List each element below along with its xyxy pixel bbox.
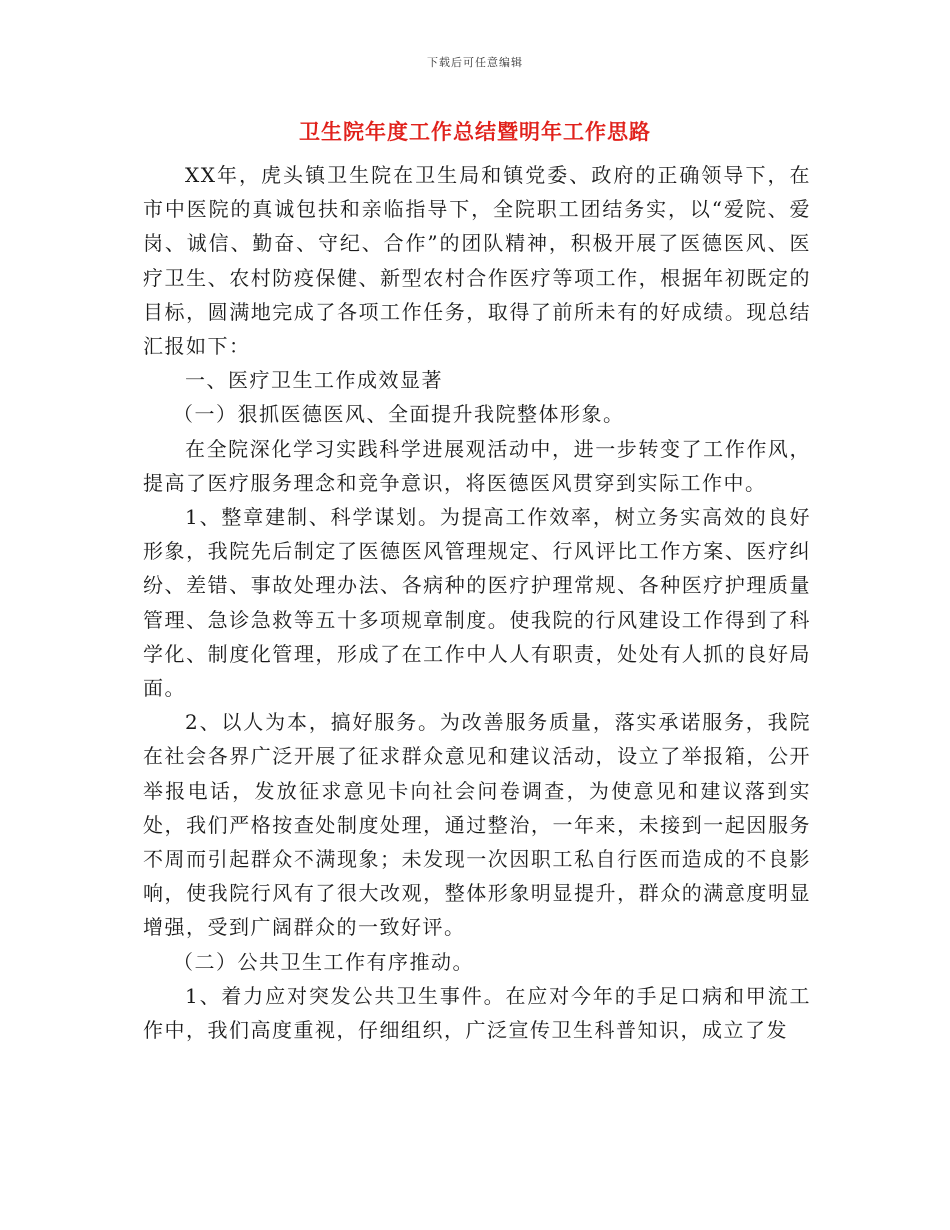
paragraph-style-improvement: 在全院深化学习实践科学进展观活动中，进一步转变了工作作风，提高了医疗服务理念和竞争意识，将医德医风贯穿到实际工作中。 <box>143 436 811 495</box>
paragraph-public-health: 1、着力应对突发公共卫生事件。在应对今年的手足口病和甲流工作中，我们高度重视，仔细组织，广泛宣传卫生科普知识，成立了发 <box>143 983 811 1043</box>
paragraph-rules: 1、整章建制、科学谋划。为提高工作效率，树立务实高效的良好形象，我院先后制定了医德医风管理规定、行风评比工作方案、医疗纠纷、差错、事故处理办法、各病种的医疗护理常规、各种医疗护理质量管理、急诊急救等五十多项规章制度。使我院的行风建设工作得到了科学化、制度化管理，形成了在工作中人人有职责，处处有人抓的良好局面。 <box>143 505 811 701</box>
paragraph-intro: XX年，虎头镇卫生院在卫生局和镇党委、政府的正确领导下，在市中医院的真诚包扶和亲临指导下，全院职工团结务实，以“爱院、爱岗、诚信、勤奋、守纪、合作”的团队精神，积极开展了医德医风、医疗卫生、农村防疫保健、新型农村合作医疗等项工作，根据年初既定的目标，圆满地完成了各项工作任务，取得了前所未有的好成绩。现总结汇报如下： <box>143 163 811 359</box>
paragraph-service: 2、以人为本，搞好服务。为改善服务质量，落实承诺服务，我院在社会各界广泛开展了征求群众意见和建议活动，设立了举报箱，公开举报电话，发放征求意见卡向社会问卷调查，为使意见和建议落到实处，我们严格按查处制度处理，通过整治，一年来，未接到一起因服务不周而引起群众不满现象；未发现一次因职工私自行医而造成的不良影响，使我院行风有了很大改观，整体形象明显提升，群众的满意度明显增强，受到广阔群众的一致好评。 <box>143 710 811 940</box>
subsection-heading-2: （二）公共卫生工作有序推动。 <box>173 949 474 974</box>
document-body <box>143 158 811 1047</box>
subsection-heading-1: （一）狠抓医德医风、全面提升我院整体形象。 <box>173 402 625 427</box>
document-title: 卫生院年度工作总结暨明年工作思路 <box>299 119 651 144</box>
header-note: 下载后可任意编辑 <box>427 56 523 69</box>
section-heading-1: 一、医疗卫生工作成效显著 <box>185 368 443 393</box>
